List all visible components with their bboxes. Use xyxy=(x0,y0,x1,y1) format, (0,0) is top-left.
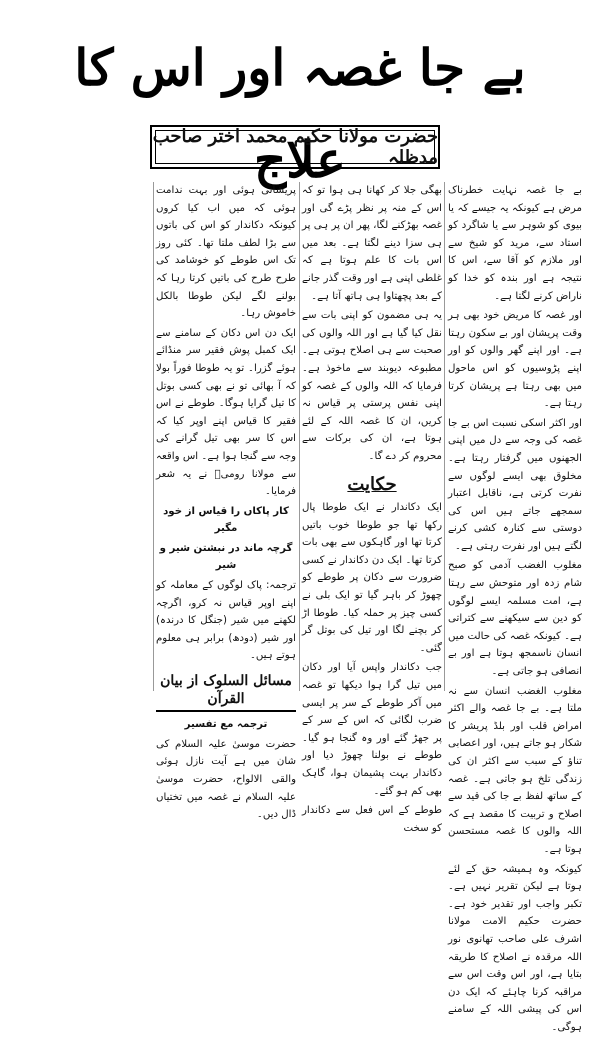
author-name: حضرت مولانا حکیم محمد اختر صاحب مدظلہ xyxy=(152,126,438,168)
text-column-1 xyxy=(448,182,582,1033)
translation-heading: ترجمہ مع تفسیر xyxy=(184,719,268,731)
paragraph: بے جا غصہ نہایت خطرناک مرض ہے کیونکہ یہ جیسے کہ یا بیوی کو شوہر سے یا شاگرد کو استاد سے، مرید کو شیخ سے اور ملازم کو آقا سے، اس کا نتیجہ ہے اور بندہ کو خدا کو ناراض کرنے لگتا ہے۔ xyxy=(448,185,582,302)
article-title: بے جا غصہ اور اس کا علاج xyxy=(74,38,526,189)
paragraph: یہ ہی مضمون کو اپنی بات سے نقل کیا گیا ہے اور اللہ والوں کی صحبت سے ہی اصلاح ہوتی ہے۔ مطبوعہ دیوبند سے ماخوذ ہے۔ فرمایا کہ اللہ والوں کے غصہ کو اپنی نفس پرستی پر قیاس نہ کریں، ان کا غصہ اللہ کے لئے ہوتا ہے، ان کی برکات سے محروم کر دے گا۔ xyxy=(302,310,442,462)
author-box xyxy=(150,125,440,169)
paragraph: حضرت موسیٰ علیہ السلام کی شان میں ہے آیت نازل ہوئی والقی الالواح، حضرت موسیٰ علیہ السلام نے غصہ میں تختیاں ڈال دیں۔ xyxy=(156,738,296,821)
paragraph: اور غصہ کا مریض خود بھی ہر وقت پریشان اور بے سکون رہتا ہے۔ اور اپنے گھر والوں کو اور اپنے پڑوسیوں کو اس ماحول میں بھی رہتا ہے پریشان کرتا رہتا ہے۔ xyxy=(448,310,582,410)
paragraph: کیونکہ وہ ہمیشہ حق کے لئے ہوتا ہے لیکن تقریر نہیں ہے۔ تکبر واجب اور تقدیر خود ہے۔ حضرت حکیم الامت مولانا اشرف علی صاحب تھانوی نور اللہ مرقدہ نے اصلاح کا طریقہ بتایا ہے، اور اس وقت اس سے مراقبہ کرنا چاہئے کہ ایک دن اس کی پیشی اللہ کے سامنے ہوگی۔ xyxy=(448,863,582,1033)
column-divider xyxy=(153,182,154,691)
paragraph: اور اکثر اسکی نسبت اس بے جا غصہ کی وجہ سے دل میں اپنی الجھنوں میں گرفتار رہتا ہے۔ مخلوق بھی ایسے لوگوں سے نفرت کرتی ہے، ناقابل اعتبار سمجھے جاتے ہیں اس کی دوستی سے کنارہ کشی کرنے لگتے ہیں اور نفرت رہتی ہے۔ xyxy=(448,417,582,552)
story-heading: حکایت xyxy=(347,473,397,495)
column-divider xyxy=(444,182,445,691)
column-divider xyxy=(299,182,300,691)
paragraph: ایک دکاندار نے ایک طوطا پال رکھا تھا جو طوطا خوب باتیں کرتا تھا اور گاہکوں سے بھی بات کرتا تھا۔ ایک دن دکاندار نے کسی ضرورت سے دکان پر طوطے کو چھوڑ کر باہر گیا تو ایک بلی نے کسی چیز پر حملہ کیا۔ طوطا اڑ کر بچنے لگا اور تیل کی بوتل گر گئی۔ xyxy=(302,502,442,654)
section-heading: مسائل السلوک از بیان القرآن xyxy=(156,673,296,712)
text-column-3 xyxy=(156,182,296,821)
paragraph: پریشانی ہوئی اور بہت ندامت ہوئی کہ میں اب کیا کروں کیونکہ دکاندار کو اس کی باتوں سے بڑا لطف ملتا تھا۔ کئی روز تک اس طوطے کو خوشامد کی طرح طرح کی باتیں کرتا رہا کہ بولنے لگے لیکن طوطا بالکل خاموش رہا۔ xyxy=(156,185,296,320)
paragraph: مغلوب الغضب آدمی کو صبح شام زدہ اور متوحش سے رہتا ہے، امت مسلمہ ایسے لوگوں کو دین سے سیکھنے سے کتراتی ہے۔ کیونکہ غصہ کی حالت میں انسان ناسمجھ ہوتا ہے اور بے انصافی ہو جاتی ہے۔ xyxy=(448,560,582,678)
paragraph: جب دکاندار واپس آیا اور دکان میں تیل گرا ہوا دیکھا تو غصہ میں آکر طوطے کے سر پر ایسی ضرب لگائی کہ اس کے سر کے پر جھڑ گئے اور وہ گنجا ہو گیا۔ طوطے نے بولنا چھوڑ دیا اور دکاندار بہت پشیمان ہوا، گاہک بھی کم ہو گئے۔ xyxy=(302,662,442,797)
paragraph: طوطے کے اس فعل سے دکاندار کو سخت xyxy=(302,805,442,834)
couplet-line: گرچہ ماند در نبشتن شیر و شیر xyxy=(159,542,293,572)
paragraph: بھگی جلا کر کھانا ہی ہوا تو کہ اس کے منہ پر نظر پڑے گی اور غصہ بھڑکنے لگا، پھر ان پر ہی پر ہی سزا دینے لگتا ہے۔ بعد میں اس بات کا علم ہوتا ہے کہ غلطی اپنی ہے اور وقت گذر جانے کے بعد پچھتاوا ہی ہاتھ آتا ہے۔ xyxy=(302,185,442,302)
paragraph: ایک دن اس دکان کے سامنے سے ایک کمبل پوش فقیر سر منڈائے ہوئے گزرا۔ تو یہ طوطا فوراً بولا کہ آ بھائی تو نے بھی کسی بوتل کا تیل گرایا ہوگا۔ طوطے نے اس فقیر کا قیاس اپنے اوپر کیا کہ اس کا سر بھی تیل گرانے کی وجہ سے گنجا ہوا ہے۔ اس واقعہ سے مولانا رومیؒ نے یہ شعر فرمایا۔ xyxy=(156,327,296,498)
couplet-line: کار پاکاں را قیاس از خود مگیر xyxy=(163,505,289,535)
translation-paragraph: ترجمہ: پاک لوگوں کے معاملہ کو اپنے اوپر قیاس نہ کرو، اگرچہ لکھنے میں شیر (جنگل کا درندہ) اور شیر (دودھ) برابر ہی معلوم ہوتے ہیں۔ xyxy=(156,580,296,662)
text-column-2 xyxy=(302,182,442,834)
paragraph: مغلوب الغضب انسان سے نہ ملتا ہے۔ بے جا غصہ والے اکثر امراض قلب اور بلڈ پریشر کا شکار ہو جاتے ہیں، اور اعصابی تناؤ کے سبب سے اکثر ان کی زندگی تلخ ہو جاتی ہے۔ غصہ کے ساتھ لفظ بے جا کی قید سے اصلاح و تربیت کا مقصد ہے کہ اللہ والوں کا غصہ مستحسن ہوتا ہے۔ xyxy=(448,685,582,855)
